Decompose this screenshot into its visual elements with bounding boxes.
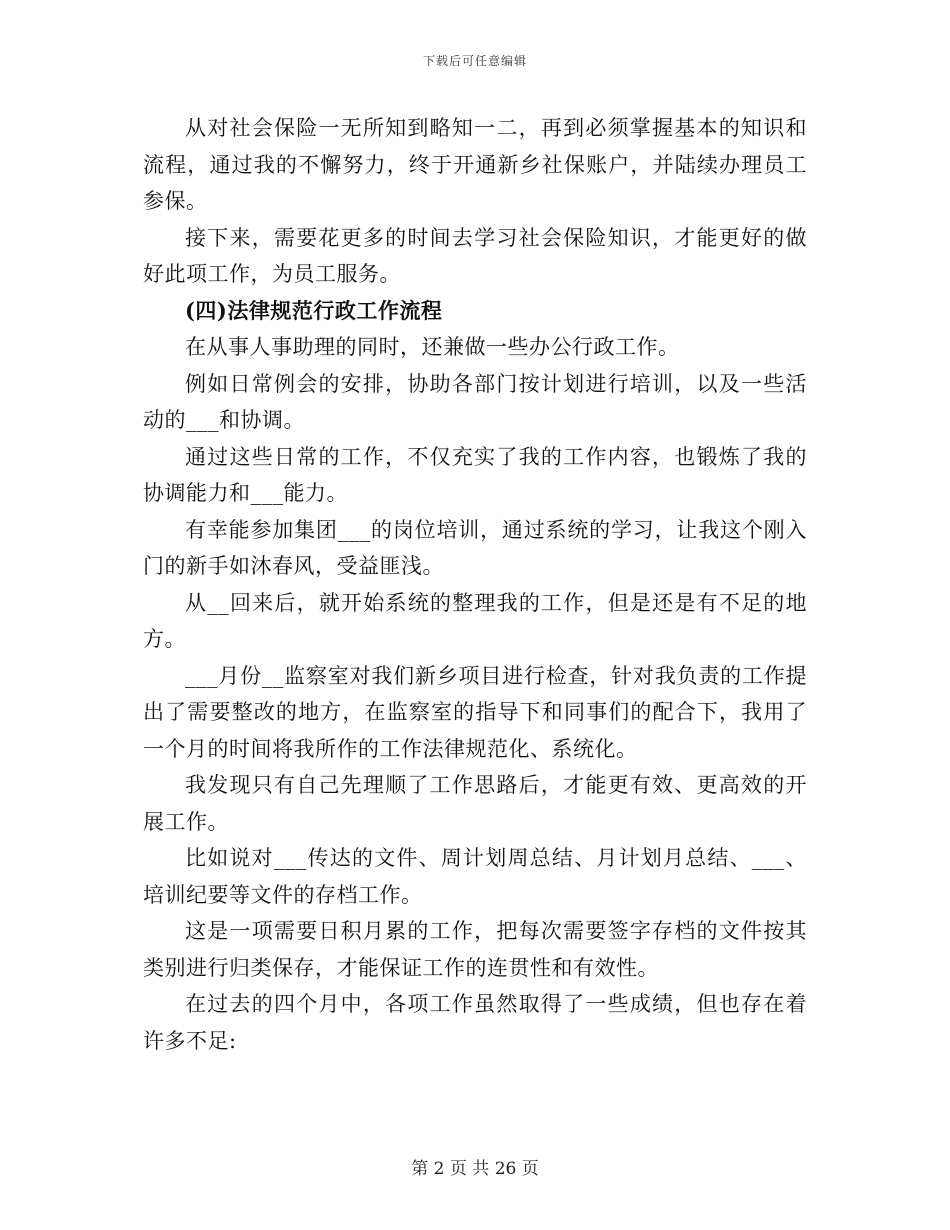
paragraph: 在过去的四个月中，各项工作虽然取得了一些成绩，但也存在着许多不足:: [143, 992, 807, 1053]
paragraph: 从对社会保险一无所知到略知一二，再到必须掌握基本的知识和流程，通过我的不懈努力，终于开通新乡社保账户，并陆续办理员工参保。: [143, 116, 807, 213]
page-number: 第 2 页 共 26 页: [411, 1159, 539, 1179]
paragraph: 有幸能参加集团___的岗位培训，通过系统的学习，让我这个刚入门的新手如沐春风，受益匪浅。: [143, 517, 807, 578]
page-header-note: 下载后可任意编辑: [422, 54, 527, 68]
section-heading: (四)法律规范行政工作流程: [185, 297, 443, 323]
paragraph: 通过这些日常的工作，不仅充实了我的工作内容，也锻炼了我的协调能力和___能力。: [143, 444, 807, 505]
paragraph: 接下来，需要花更多的时间去学习社会保险知识，才能更好的做好此项工作，为员工服务。: [143, 225, 807, 286]
paragraph: 这是一项需要日积月累的工作，把每次需要签字存档的文件按其类别进行归类保存，才能保证工作的连贯性和有效性。: [143, 919, 807, 980]
paragraph: ___月份__监察室对我们新乡项目进行检查，针对我负责的工作提出了需要整改的地方，在监察室的指导下和同事们的配合下，我用了一个月的时间将我所作的工作法律规范化、系统化。: [143, 663, 807, 761]
paragraph: 例如日常例会的安排，协助各部门按计划进行培训，以及一些活动的___和协调。: [143, 371, 807, 432]
paragraph: 我发现只有自己先理顺了工作思路后，才能更有效、更高效的开展工作。: [143, 773, 807, 834]
paragraph: 比如说对___传达的文件、周计划周总结、月计划月总结、___、培训纪要等文件的存档工作。: [143, 846, 807, 907]
paragraph: 从__回来后，就开始系统的整理我的工作，但是还是有不足的地方。: [143, 590, 807, 651]
document-body: [143, 110, 807, 1059]
paragraph: 在从事人事助理的同时，还兼做一些办公行政工作。: [185, 335, 680, 359]
